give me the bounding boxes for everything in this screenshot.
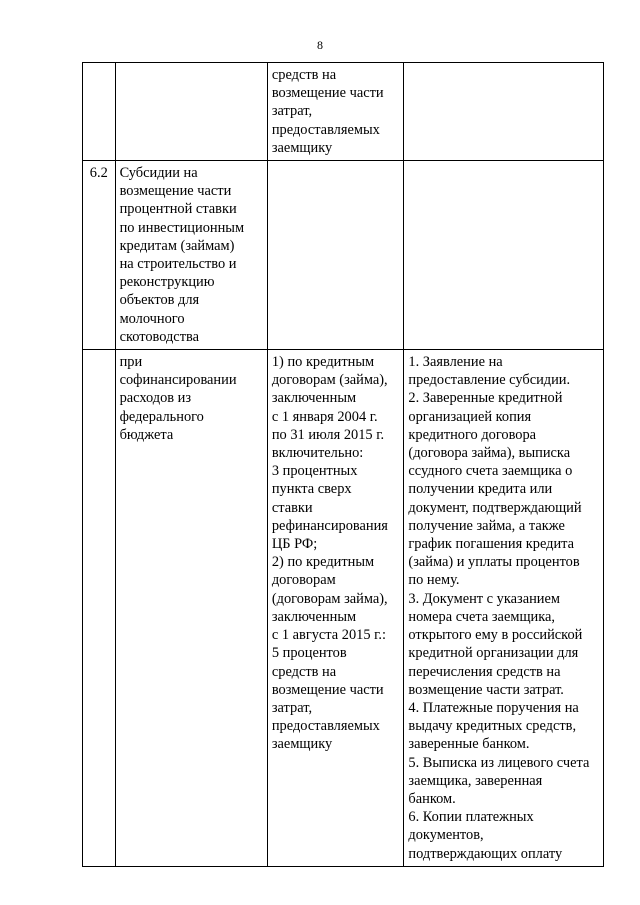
row-number-cell: 6.2 (83, 161, 116, 350)
table-row (83, 63, 604, 161)
table-row (83, 161, 604, 350)
documents-cell (404, 63, 604, 161)
subsidy-name-cell (115, 63, 267, 161)
documents-cell: 1. Заявление на предоставление субсидии. 2. Заверенные кредитной организацией копия кредитного договора (договора займа), выписка ссудного счета заемщика о получении кредита или документ, подтверждающий получение займа, а также график погашения кредита (займа) и уплаты процентов по нему. 3. Документ с указанием номера счета заемщика, открытого ему в российской кредитной организации для перечисления средств на возмещение части затрат. 4. Платежные поручения на выдачу кредитных средств, заверенные банком. 5. Выписка из лицевого счета заемщика, заверенная банком. 6. Копии платежных документов, подтверждающих оплату (404, 350, 604, 867)
rate-cell: средств на возмещение части затрат, предоставляемых заемщику (267, 63, 404, 161)
page-number: 8 (317, 38, 323, 52)
subsidy-name-cell: Субсидии на возмещение части процентной ставки по инвестиционным кредитам (займам) на строительство и реконструкцию объектов для молочного скотоводства (115, 161, 267, 350)
row-number-cell (83, 350, 116, 867)
subsidy-table (82, 62, 604, 867)
row-number-cell (83, 63, 116, 161)
table-row (83, 350, 604, 867)
rate-cell: 1) по кредитным договорам (займа), заключенным с 1 января 2004 г. по 31 июля 2015 г. включительно: 3 процентных пункта сверх ставки рефинансирования ЦБ РФ; 2) по кредитным договорам (договорам займа), заключенным с 1 августа 2015 г.: 5 процентов средств на возмещение части затрат, предоставляемых заемщику (267, 350, 404, 867)
documents-cell (404, 161, 604, 350)
subsidy-name-cell: при софинансировании расходов из федерального бюджета (115, 350, 267, 867)
rate-cell (267, 161, 404, 350)
